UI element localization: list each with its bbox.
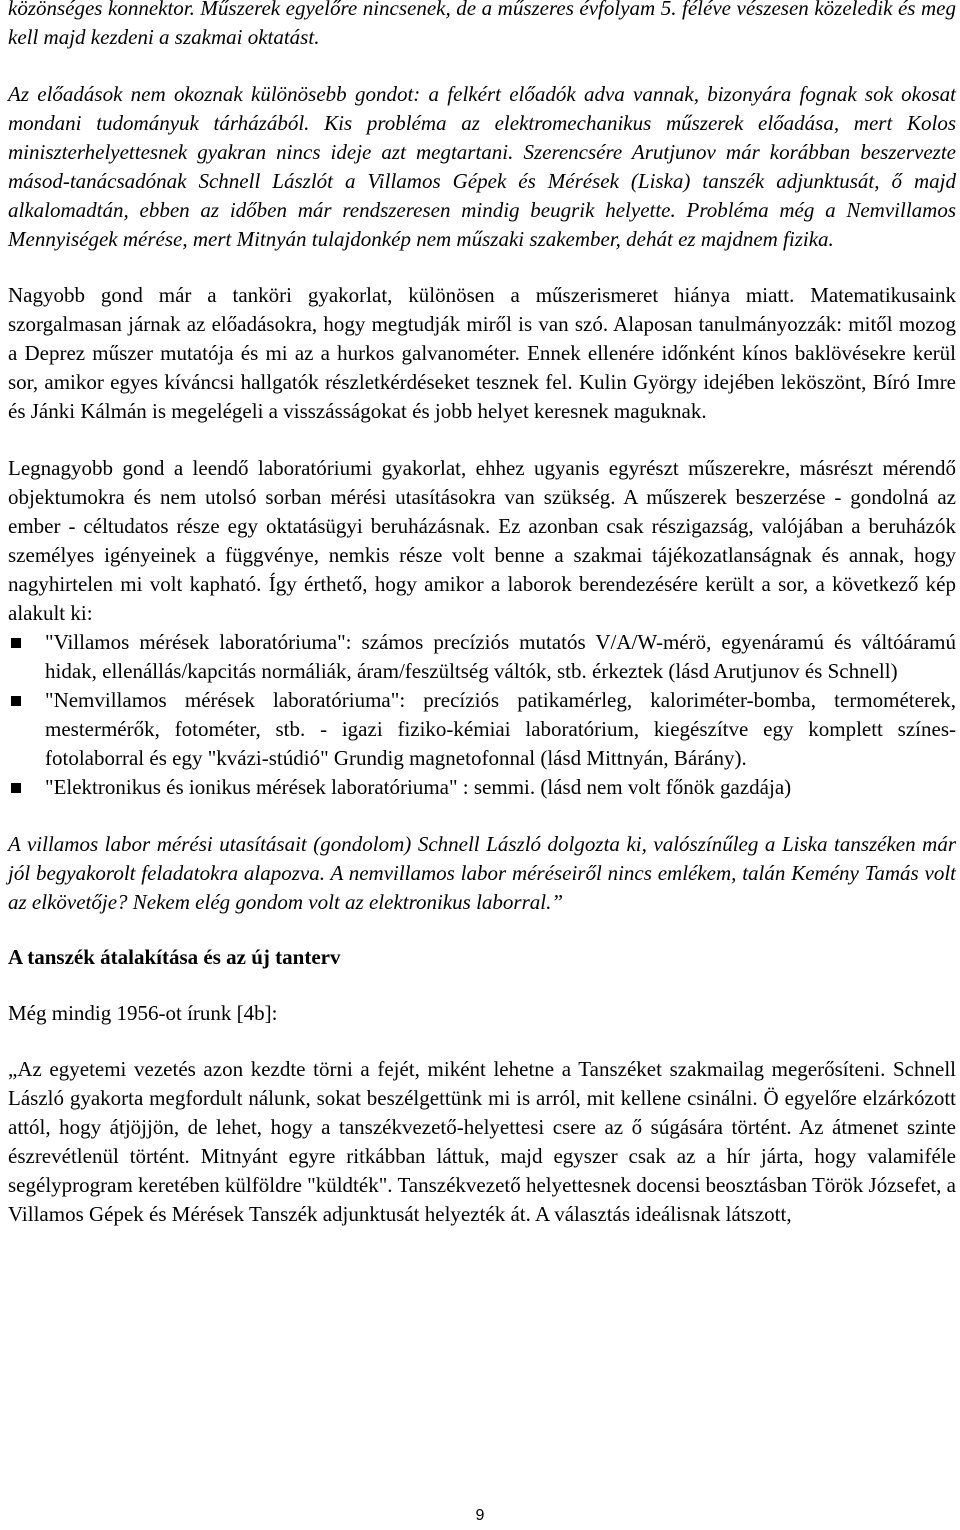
section-heading: A tanszék átalakítása és az új tanterv xyxy=(8,945,341,969)
square-bullet-icon xyxy=(11,783,21,793)
laboratory-sentence-1: Legnagyobb gond a leendő laboratóriumi gyakorlat, ehhez ugyanis egyrészt műszerekre, másrészt mérendő objektumokra és nem utolsó sorban mérési utasításokra van szükség. xyxy=(8,456,956,509)
paragraph-lectures xyxy=(8,80,956,254)
paragraph-measurement-instructions xyxy=(8,830,956,917)
instructions-sentence-1: A villamos labor mérési utasításait (gondolom) Schnell László dolgozta ki, valószínűleg a Liska tanszéken már jól begyakorolt feladatokra alapozva. xyxy=(8,832,956,885)
lectures-sentence-3: Szerencsére Arutjunov már korábban beszervezte másod-tanácsadónak Schnell Lászlót a Villamos Gépek és Mérések (Liska) tanszék adjunktusát, ő majd alkalomadtán, ebben az időben már rendszeresen mindig beugrik helyette. xyxy=(8,140,956,222)
instructions-sentence-2: A nemvillamos labor méréseiről nincs emlékem, talán Kemény Tamás volt az elkövetője? Nekem elég gondom volt az elektronikus laborral.” xyxy=(8,861,957,914)
laboratory-list xyxy=(8,628,956,802)
list-item-text-b: (lásd nem volt főnök gazdája) xyxy=(540,775,792,799)
paragraph-quote xyxy=(8,1055,956,1229)
list-item-text-a: "Villamos mérések laboratóriuma": számos precíziós mutatós V/A/W-mérö, egyenáramú és váltóáramú hidak, ellenállás/kapcitás normáliák, áram/feszültség váltók, stb. xyxy=(45,630,956,683)
document-page xyxy=(8,0,956,1229)
list-item-text-b: érkeztek (lásd Arutjunov és Schnell) xyxy=(592,659,898,683)
laboratory-sentence-3: Így érthető, hogy amikor a laborok berendezésére került a sor, a következő kép alakult ki: xyxy=(8,572,956,625)
quote-sentence-3: Tanszékvezető helyettesnek docensi beosztásban Török Józsefet, a Villamos Gépek és Mérések Tanszék adjunktusát helyezték át. A választás ideálisnak látszott, xyxy=(8,1173,957,1226)
paragraph-year-intro xyxy=(8,999,956,1028)
paragraph-intro-text: közönséges konnektor. Műszerek egyelőre nincsenek, de a műszeres évfolyam 5. féléve vészesen közeledik és meg kell majd kezdeni a szakmai oktatást. xyxy=(8,0,956,49)
list-item xyxy=(8,628,956,686)
square-bullet-icon xyxy=(11,638,21,648)
quote-sentence-1: „Az egyetemi vezetés azon kezdte törni a fejét, miként lehetne a Tanszéket szakmailag megerősíteni. xyxy=(8,1057,886,1081)
list-item-text-b: - igazi fiziko-kémiai laboratórium, kiegészítve egy komplett színes-fotolaborral és egy "kvázi-stúdió" Grundig magnetofonnal (lásd Mittnyán, Bárány). xyxy=(45,717,957,770)
page-number: 9 xyxy=(475,1507,485,1524)
quote-sentence-2: Schnell László gyakorta megfordult nálunk, sokat beszélgettünk mi is arról, mit kellene csinálni. Ö egyelőre elzárkózott attól, hogy átjöjjön, de lehet, hogy a tanszékvezető-helyettesi csere az ő súgására történt. Az átmenet szinte észrevétlenül történt. Mitnyánt egyre ritkábban láttuk, majd egyszer csak az a hír járta, hogy valamiféle segélyprogram keretében külföldre "küldték". xyxy=(8,1057,956,1197)
lectures-sentence-4: Probléma még a Nemvillamos Mennyiségek mérése, mert Mitnyán tulajdonkép nem műszaki szakember, dehát ez majdnem fizika. xyxy=(8,198,957,251)
practice-sentence-1: Nagyobb gond már a tanköri gyakorlat, különösen a műszerismeret hiánya miatt. Matematikusaink szorgalmasan járnak az előadásokra, hogy megtudják miről is van szó. Alaposan tanulmányozzák: mitől mozog a Deprez műszer mutatója és mi az a hurkos galvanométer. xyxy=(8,283,956,365)
list-item xyxy=(8,773,956,802)
laboratory-sentence-2: A műszerek beszerzése - gondolná az ember - céltudatos része egy oktatásügyi beruházásnak. Ez azonban csak részigazság, valójában a beruházók személyes igényeinek a függvénye, nemkis része volt benne a szakmai tájékozatlanságnak és annak, hogy nagyhirtelen mi volt kapható. xyxy=(8,485,957,596)
list-item xyxy=(8,686,956,773)
lectures-sentence-1: Az előadások nem okoznak különösebb gondot: a felkért előadók adva vannak, bizonyára fognak sok okosat mondani tudományuk tárházából. xyxy=(8,82,956,135)
square-bullet-icon xyxy=(11,696,21,706)
paragraph-intro xyxy=(8,0,956,52)
year-intro-text: Még mindig 1956-ot írunk [4b]: xyxy=(8,1001,278,1025)
lectures-sentence-2: Kis probléma az elektromechanikus műszerek előadása, mert Kolos miniszterhelyettesnek gyakran nincs ideje azt megtartani. xyxy=(8,111,957,164)
paragraph-practice xyxy=(8,281,956,426)
list-item-text-a: "Nemvillamos mérések laboratóriuma": precíziós patikamérleg, kaloriméter-bomba, termométerek, mestermérők, fotométer, stb. xyxy=(45,688,956,741)
practice-sentence-3: Kulin György idejében leköszönt, Bíró Imre és Jánki Kálmán is megelégeli a visszásságokat és jobb helyet keresnek maguknak. xyxy=(8,370,957,423)
paragraph-laboratory xyxy=(8,454,956,628)
practice-sentence-2: Ennek ellenére időnként kínos baklövésekre kerül sor, amikor egyes kíváncsi hallgatók részletkérdéseket tesznek fel. xyxy=(8,341,956,394)
list-item-text-a: "Elektronikus és ionikus mérések laboratóriuma" : semmi. xyxy=(45,775,536,799)
